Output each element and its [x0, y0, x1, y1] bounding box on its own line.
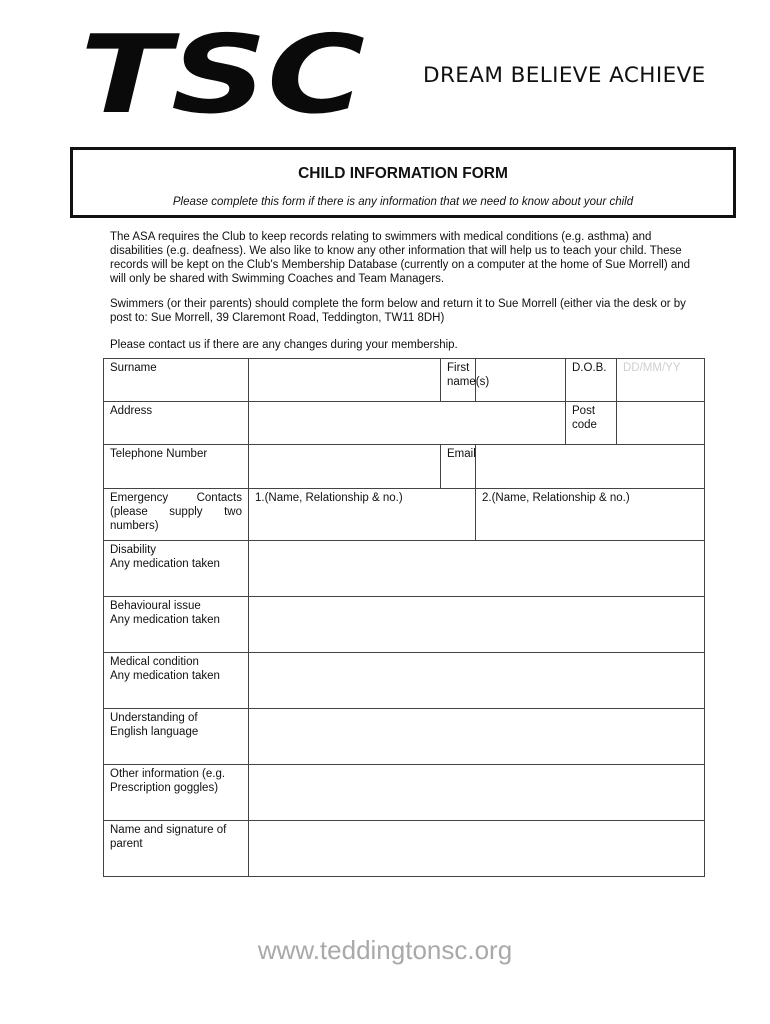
- label-line: Behavioural issue: [110, 600, 201, 612]
- surname-label: Surname: [104, 359, 249, 402]
- label-line: Other information (e.g.: [110, 768, 226, 780]
- emergency-contact-2-label: 2.(Name, Relationship & no.): [482, 492, 630, 504]
- label-line: Understanding of: [110, 712, 198, 724]
- label-line: Medical condition: [110, 656, 199, 668]
- table-row: [104, 359, 705, 402]
- label-line: Any medication taken: [110, 670, 220, 682]
- table-row: [104, 489, 705, 541]
- other-information-field[interactable]: [249, 765, 705, 821]
- label-line: Any medication taken: [110, 558, 220, 570]
- intro-paragraph-return: Swimmers (or their parents) should complete the form below and return it to Sue Morrell (either via the desk or by post to: Sue Morrell, 39 Claremont Road, Teddington, TW11 8DH): [110, 298, 686, 324]
- child-info-table: [103, 358, 705, 877]
- dob-label: D.O.B.: [566, 359, 617, 402]
- label-line: parent: [110, 838, 143, 850]
- label-line: Name and signature of: [110, 824, 227, 836]
- label-line: English language: [110, 726, 199, 738]
- label-line: Any medication taken: [110, 614, 220, 626]
- disability-field[interactable]: [249, 541, 705, 597]
- tsc-logo: [80, 28, 370, 120]
- emergency-label-line: Emergency Contacts: [110, 492, 242, 504]
- label-line: Prescription goggles): [110, 782, 219, 794]
- emergency-label-line: (please supply two: [110, 506, 242, 518]
- table-row: [104, 541, 705, 597]
- medical-condition-field[interactable]: [249, 653, 705, 709]
- disability-label: [104, 541, 249, 597]
- parent-signature-label: [104, 821, 249, 877]
- table-row: [104, 445, 705, 489]
- address-field[interactable]: [249, 402, 566, 445]
- label-line: Disability: [110, 544, 157, 556]
- emergency-contact-2-field[interactable]: [476, 489, 705, 541]
- table-row: [104, 597, 705, 653]
- table-row: [104, 821, 705, 877]
- table-row: [104, 402, 705, 445]
- behavioural-field[interactable]: [249, 597, 705, 653]
- emergency-label-line: numbers): [110, 520, 159, 532]
- postcode-field[interactable]: [617, 402, 705, 445]
- address-label: Address: [104, 402, 249, 445]
- logo-text: TSC: [80, 28, 365, 120]
- table-row: [104, 765, 705, 821]
- email-field[interactable]: [476, 445, 705, 489]
- table-row: [104, 709, 705, 765]
- website-link[interactable]: www.teddingtonsc.org: [257, 935, 513, 965]
- intro-paragraph-asa: The ASA requires the Club to keep records relating to swimmers with medical conditions (e.g. asthma) and disabilities (e.g. deafness). We also like to know any other information that will help us to teach your child. These records will be kept on the Club's Membership Database (currently on a computer at the home of Sue Morrell) and will only be shared with Swimming Coaches and Team Managers.: [110, 231, 691, 285]
- other-information-label: [104, 765, 249, 821]
- form-subtitle: Please complete this form if there is any information that we need to know about your child: [172, 196, 634, 208]
- table-row: [104, 653, 705, 709]
- postcode-label: Post code: [566, 402, 617, 445]
- title-box: [70, 147, 736, 218]
- emergency-contact-1-label: 1.(Name, Relationship & no.): [255, 492, 403, 504]
- english-language-field[interactable]: [249, 709, 705, 765]
- telephone-field[interactable]: [249, 445, 441, 489]
- first-name-field[interactable]: [476, 359, 566, 402]
- medical-condition-label: [104, 653, 249, 709]
- email-label: Email: [441, 445, 476, 489]
- form-title: CHILD INFORMATION FORM: [298, 165, 508, 182]
- intro-paragraph-contact: Please contact us if there are any changes during your membership.: [110, 339, 458, 351]
- tagline: DREAM BELIEVE ACHIEVE: [423, 63, 706, 88]
- surname-field[interactable]: [249, 359, 441, 402]
- english-language-label: [104, 709, 249, 765]
- dob-field[interactable]: DD/MM/YY: [617, 359, 705, 402]
- emergency-contacts-label: [104, 489, 249, 541]
- parent-signature-field[interactable]: [249, 821, 705, 877]
- emergency-contact-1-field[interactable]: [249, 489, 476, 541]
- behavioural-label: [104, 597, 249, 653]
- telephone-label: Telephone Number: [104, 445, 249, 489]
- first-name-label: First name(s): [441, 359, 476, 402]
